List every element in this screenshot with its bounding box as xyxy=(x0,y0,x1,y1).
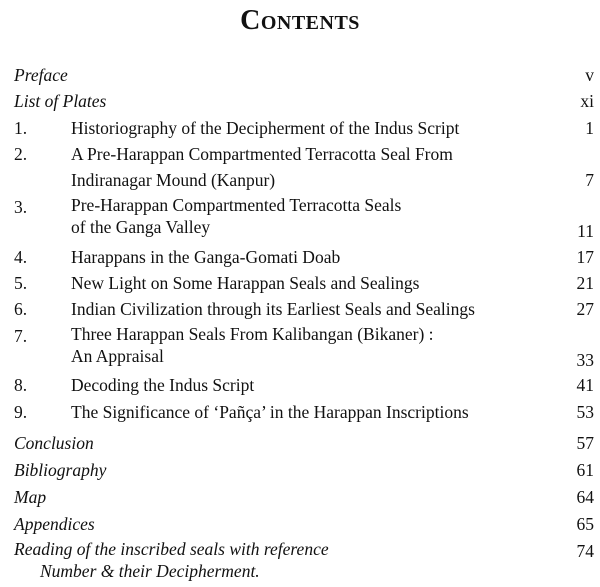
chapter-number: 6. xyxy=(14,299,28,319)
chapter-title xyxy=(71,323,434,367)
entry-label: Bibliography xyxy=(14,460,107,480)
chapter-title-line-2: Indiranagar Mound (Kanpur) xyxy=(71,170,276,190)
page-number: 17 xyxy=(576,247,594,267)
page-number: 61 xyxy=(576,460,594,480)
chapter-title: Indian Civilization through its Earliest Seals and Sealings xyxy=(71,299,475,319)
chapter-title: New Light on Some Harappan Seals and Sealings xyxy=(71,273,420,293)
page-number: 53 xyxy=(576,402,594,422)
page-number: 1 xyxy=(585,118,594,138)
page-number: 65 xyxy=(576,514,594,534)
chapter-title: Historiography of the Decipherment of the Indus Script xyxy=(71,118,460,138)
chapter-number: 2. xyxy=(14,144,28,164)
page-number: 27 xyxy=(576,299,594,319)
chapter-title xyxy=(71,141,453,193)
page-number: 64 xyxy=(576,487,594,507)
chapter-number: 8. xyxy=(14,375,28,395)
chapter-number: 4. xyxy=(14,247,28,267)
page-title: Contents xyxy=(240,5,360,36)
chapter-number: 9. xyxy=(14,402,28,422)
chapter-title-line-2: of the Ganga Valley xyxy=(71,217,211,237)
chapter-title-line-2: An Appraisal xyxy=(71,346,164,366)
entry-label: Preface xyxy=(14,65,68,85)
page-number: xi xyxy=(580,91,594,111)
chapter-title: Decoding the Indus Script xyxy=(71,375,255,395)
entry-label-line-1: Reading of the inscribed seals with reference xyxy=(14,539,329,559)
page-number: 21 xyxy=(576,273,594,293)
entry-label: Conclusion xyxy=(14,433,94,453)
chapter-title-line-1: Three Harappan Seals From Kalibangan (Bikaner) : xyxy=(71,324,434,344)
entry-label: Appendices xyxy=(14,514,95,534)
page-number: 57 xyxy=(576,433,594,453)
page-number: 74 xyxy=(576,541,594,561)
chapter-number: 3. xyxy=(14,197,28,217)
toc-entry-chapter-3[interactable] xyxy=(14,194,594,246)
entry-label xyxy=(14,538,329,582)
page-number: 7 xyxy=(585,170,594,190)
chapter-title-line-1: Pre-Harappan Compartmented Terracotta Seals xyxy=(71,195,402,215)
chapter-number: 5. xyxy=(14,273,28,293)
chapter-title: Harappans in the Ganga-Gomati Doab xyxy=(71,247,341,267)
toc-entry-reading-of-seals[interactable] xyxy=(14,538,594,586)
toc-entry-chapter-2[interactable] xyxy=(14,141,594,193)
chapter-number: 7. xyxy=(14,326,28,346)
chapter-title xyxy=(71,194,401,238)
page-number: 41 xyxy=(576,375,594,395)
chapter-number: 1. xyxy=(14,118,28,138)
toc-entry-chapter-7[interactable] xyxy=(14,323,594,373)
entry-label: List of Plates xyxy=(14,91,107,111)
page-number: 33 xyxy=(576,350,594,370)
chapter-title-line-1: A Pre-Harappan Compartmented Terracotta Seal From xyxy=(71,144,453,164)
chapter-title: The Significance of ‘Pañça’ in the Harappan Inscriptions xyxy=(71,402,469,422)
page-number: v xyxy=(585,65,594,85)
entry-label: Map xyxy=(14,487,47,507)
entry-label-line-2: Number & their Decipherment. xyxy=(40,561,260,581)
page-number: 11 xyxy=(577,221,594,241)
